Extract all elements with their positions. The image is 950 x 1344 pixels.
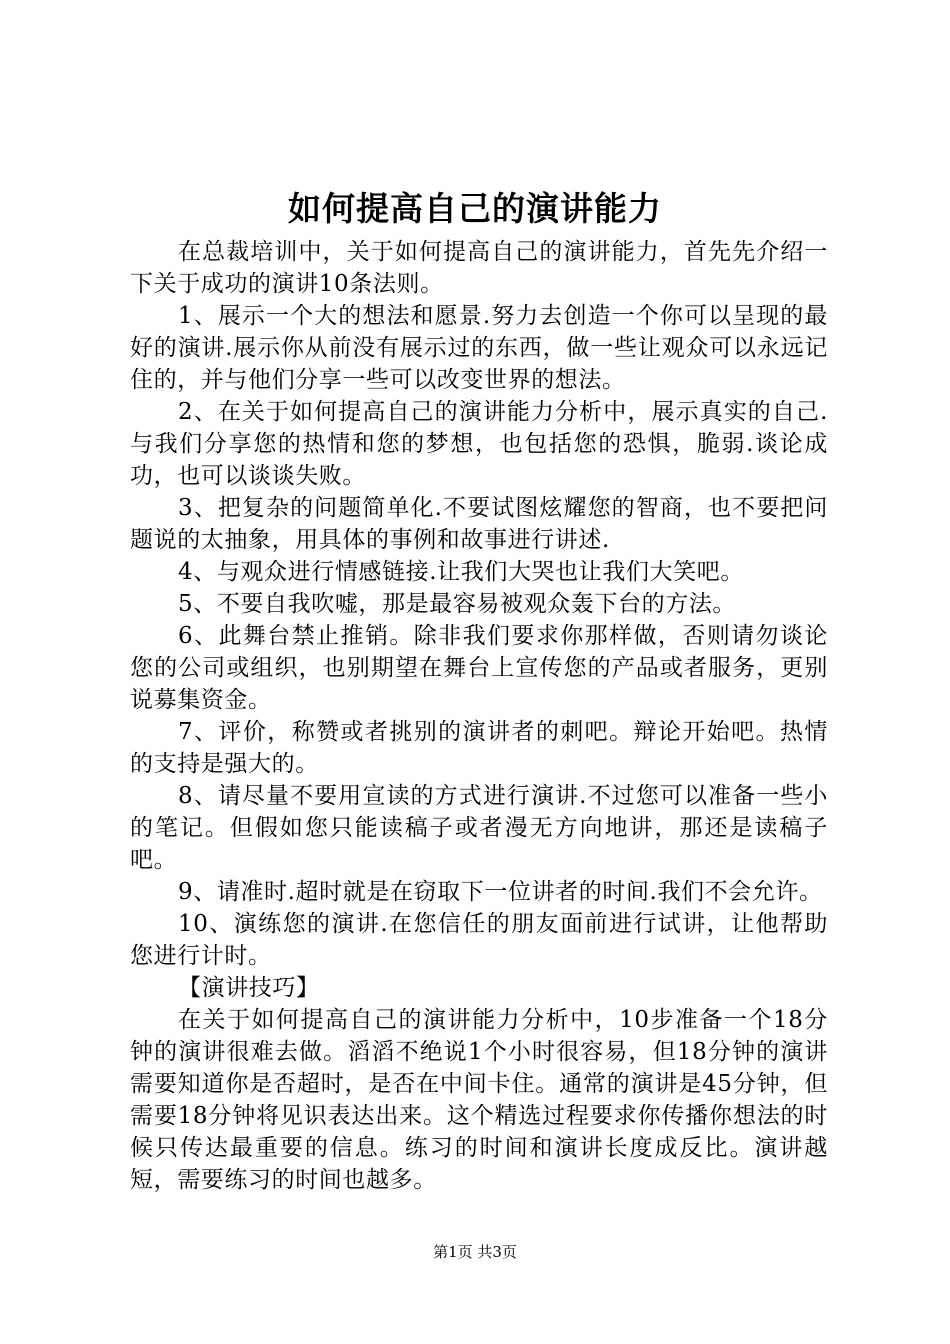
document-title: 如何提高自己的演讲能力: [288, 189, 662, 228]
rule-8-paragraph: 8、请尽量不要用宣读的方式进行演讲.不过您可以准备一些小的笔记。但假如您只能读稿子或者漫无方向地讲，那还是读稿子吧。: [130, 783, 828, 873]
rule-10-paragraph: 10、演练您的演讲.在您信任的朋友面前进行试讲，让他帮助您进行计时。: [130, 911, 828, 969]
rule-2-paragraph: 2、在关于如何提高自己的演讲能力分析中，展示真实的自己.与我们分享您的热情和您的梦想，也包括您的恐惧，脆弱.谈论成功，也可以谈谈失败。: [130, 399, 828, 489]
rule-3-paragraph: 3、把复杂的问题简单化.不要试图炫耀您的智商，也不要把问题说的太抽象，用具体的事例和故事进行讲述.: [130, 495, 828, 553]
rule-7-paragraph: 7、评价，称赞或者挑别的演讲者的刺吧。辩论开始吧。热情的支持是强大的。: [130, 719, 828, 777]
rule-9-paragraph: 9、请准时.超时就是在窃取下一位讲者的时间.我们不会允许。: [178, 879, 823, 905]
document-body: [130, 236, 828, 1196]
rule-6-paragraph: 6、此舞台禁止推销。除非我们要求你那样做，否则请勿谈论您的公司或组织，也别期望在舞台上宣传您的产品或者服务，更别说募集资金。: [130, 623, 828, 713]
tips-paragraph: 在关于如何提高自己的演讲能力分析中，10步准备一个18分钟的演讲很难去做。滔滔不绝说1个小时很容易，但18分钟的演讲需要知道你是否超时，是否在中间卡住。通常的演讲是45分钟，但需要18分钟将见识表达出来。这个精选过程要求你传播你想法的时候只传达最重要的信息。练习的时间和演讲长度成反比。演讲越短，需要练习的时间也越多。: [130, 1007, 828, 1193]
section-heading: 【演讲技巧】: [178, 975, 320, 1001]
rule-4-paragraph: 4、与观众进行情感链接.让我们大哭也让我们大笑吧。: [178, 559, 744, 585]
rule-5-paragraph: 5、不要自我吹嘘，那是最容易被观众轰下台的方法。: [178, 591, 737, 617]
page-footer: 第1页 共3页: [433, 1243, 517, 1261]
rule-1-paragraph: 1、展示一个大的想法和愿景.努力去创造一个你可以呈现的最好的演讲.展示你从前没有展示过的东西，做一些让观众可以永远记住的，并与他们分享一些可以改变世界的想法。: [130, 303, 828, 393]
intro-paragraph: 在总裁培训中，关于如何提高自己的演讲能力，首先先介绍一下关于成功的演讲10条法则。: [130, 239, 828, 297]
